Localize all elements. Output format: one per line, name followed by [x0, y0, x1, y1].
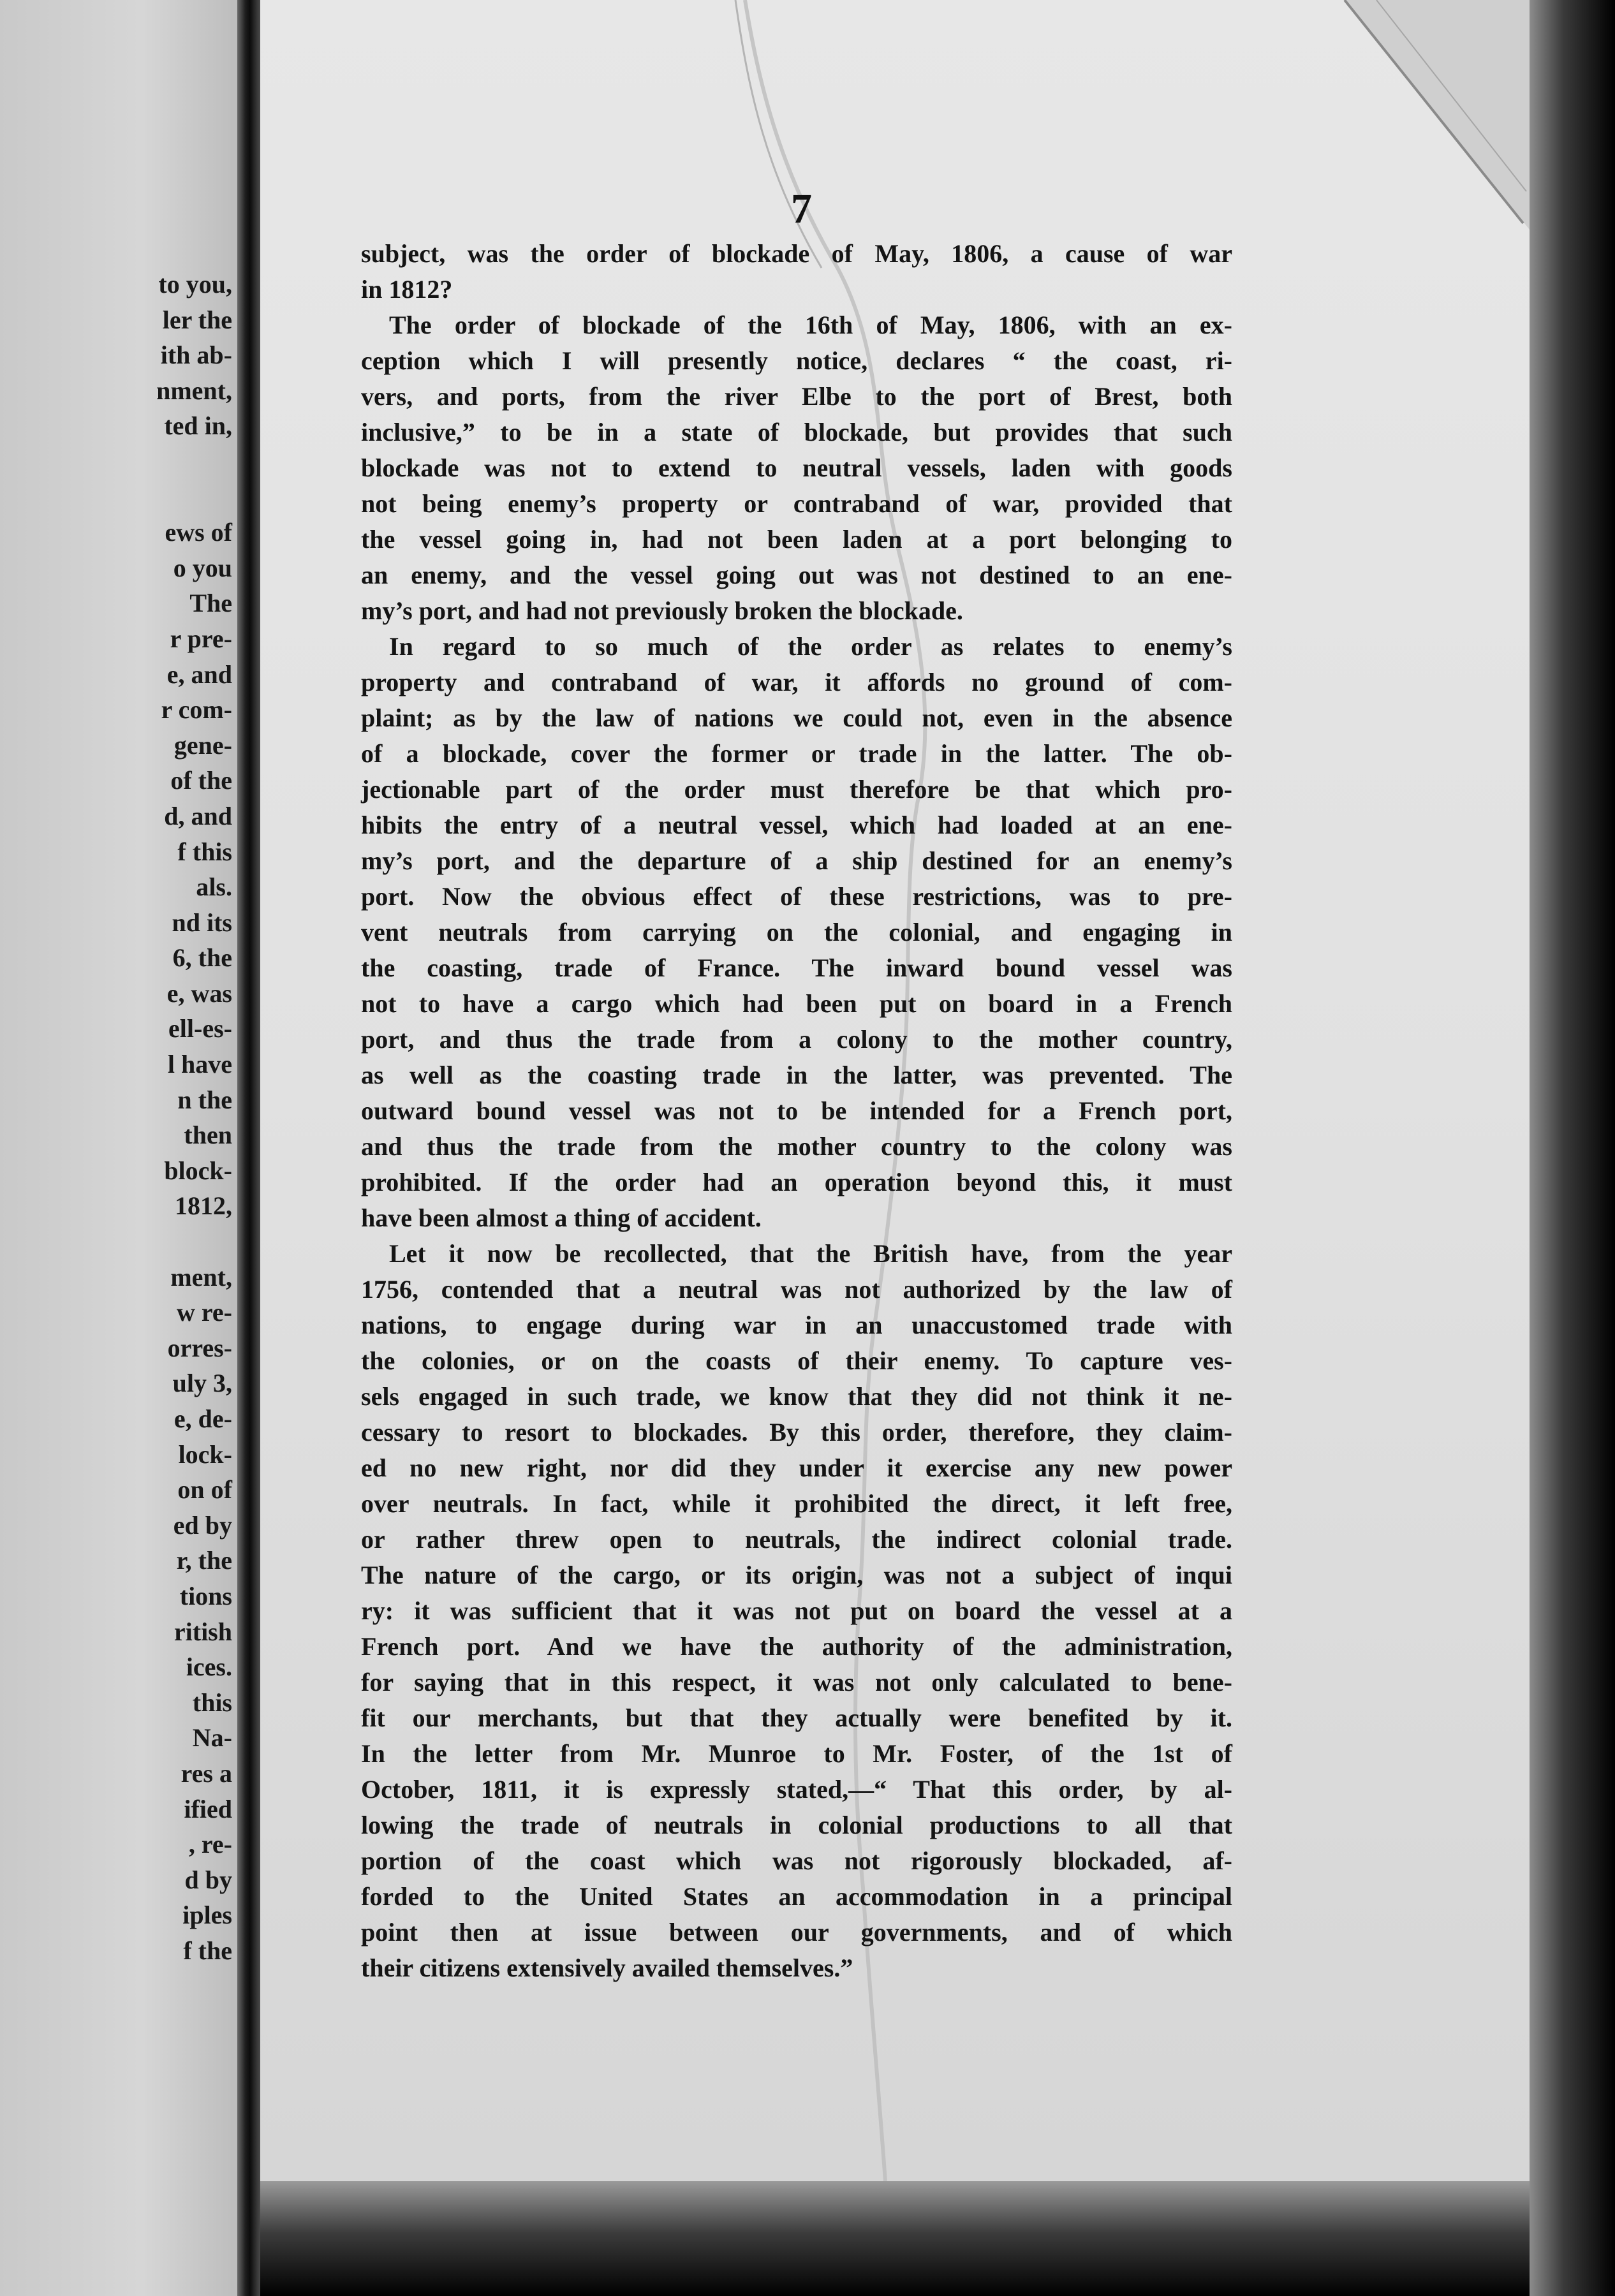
text-line: the colonies, or on the coasts of their enemy. To capture ves- — [361, 1346, 1232, 1375]
left-page-fragment: r pre- — [170, 624, 232, 653]
left-page-fragment: Na- — [192, 1723, 232, 1753]
left-page-fragment: w re- — [177, 1298, 232, 1327]
text-line: an enemy, and the vessel going out was not destined to an ene- — [361, 561, 1232, 589]
left-page-fragment: 6, the — [172, 943, 232, 973]
bottom-page-edge — [260, 2181, 1530, 2296]
left-page-fragment: ews of — [165, 518, 232, 547]
text-line: jectionable part of the order must therefore be that which pro- — [361, 775, 1232, 804]
text-line: of a blockade, cover the former or trade in the latter. The ob- — [361, 739, 1232, 768]
left-page-fragment: l have — [167, 1050, 232, 1079]
text-line: fit our merchants, but that they actually were benefited by it. — [361, 1704, 1232, 1732]
text-line: In the letter from Mr. Munroe to Mr. Foster, of the 1st of — [361, 1739, 1232, 1768]
body-text — [361, 236, 1232, 1986]
text-line: inclusive,” to be in a state of blockade, but provides that such — [361, 418, 1232, 446]
text-line: prohibited. If the order had an operation beyond this, it must — [361, 1168, 1232, 1196]
text-line: as well as the coasting trade in the latter, was prevented. The — [361, 1061, 1232, 1089]
left-page-fragment: ler the — [162, 305, 232, 334]
left-page-fragment: ell-es- — [168, 1014, 232, 1043]
left-page-fragment — [156, 444, 232, 480]
left-page-fragment: lock- — [178, 1439, 232, 1469]
left-page-fragment: , re- — [188, 1830, 232, 1859]
text-line: portion of the coast which was not rigorously blockaded, af- — [361, 1846, 1232, 1875]
text-line: cessary to resort to blockades. By this order, therefore, they claim- — [361, 1418, 1232, 1446]
text-line: subject, was the order of blockade of May, 1806, a cause of war — [361, 239, 1232, 268]
left-page-fragment: this — [192, 1688, 232, 1717]
left-page-fragment: ted in, — [164, 411, 232, 441]
left-page-fragment: iples — [182, 1901, 232, 1930]
text-line: and thus the trade from the mother country to the colony was — [361, 1132, 1232, 1161]
text-line: over neutrals. In fact, while it prohibited the direct, it left free, — [361, 1489, 1232, 1518]
left-page-fragment: tions — [179, 1581, 232, 1610]
text-line: In regard to so much of the order as relates to enemy’s — [389, 632, 1232, 661]
paragraph — [361, 1236, 1232, 1986]
left-page-fragment: on of — [177, 1475, 232, 1505]
text-line: sels engaged in such trade, we know that they did not think it ne- — [361, 1382, 1232, 1411]
left-page-fragment: res a — [181, 1758, 232, 1788]
text-line: not being enemy’s property or contraband of war, provided that — [361, 489, 1232, 518]
text-line: not to have a cargo which had been put on board in a French — [361, 989, 1232, 1018]
left-page-fragment: o you — [173, 553, 232, 582]
left-page-fragment — [156, 1224, 232, 1260]
left-facing-page — [0, 0, 237, 2296]
left-page-fragment: 1812, — [175, 1191, 232, 1221]
left-page-fragment: e, de- — [173, 1404, 232, 1433]
text-line: October, 1811, it is expressly stated,—“ That this order, by al- — [361, 1775, 1232, 1804]
text-line: have been almost a thing of accident. — [361, 1203, 762, 1232]
text-line: the coasting, trade of France. The inward bound vessel was — [361, 953, 1232, 982]
text-line: hibits the entry of a neutral vessel, which had loaded at an ene- — [361, 811, 1232, 839]
left-page-fragment: orres- — [167, 1333, 232, 1362]
left-page-fragment: then — [184, 1121, 232, 1150]
paragraph — [361, 236, 1232, 307]
text-line: ry: it was sufficient that it was not put on board the vessel at a — [361, 1596, 1232, 1625]
left-page-fragment: d by — [184, 1865, 232, 1894]
left-page-fragment: f this — [177, 837, 232, 866]
text-line: plaint; as by the law of nations we could not, even in the absence — [361, 703, 1232, 732]
left-page-fragment: to you, — [158, 270, 232, 298]
text-line: nations, to engage during war in an unaccustomed trade with — [361, 1311, 1232, 1339]
text-line: lowing the trade of neutrals in colonial productions to all that — [361, 1811, 1232, 1839]
text-line: the vessel going in, had not been laden at a port belonging to — [361, 525, 1232, 554]
text-line: for saying that in this respect, it was not only calculated to bene- — [361, 1668, 1232, 1696]
left-page-fragment: nment, — [156, 376, 232, 405]
left-page-fragment: e, and — [166, 659, 232, 689]
left-page-fragment: ed by — [173, 1510, 232, 1540]
text-line: their citizens extensively availed themselves.” — [361, 1954, 853, 1982]
page-number: 7 — [791, 186, 812, 232]
paragraph — [361, 629, 1232, 1236]
text-line: 1756, contended that a neutral was not authorized by the law of — [361, 1275, 1232, 1304]
folded-corner — [1332, 0, 1530, 230]
left-page-fragment: block- — [164, 1156, 232, 1185]
left-page-fragment: als. — [196, 872, 232, 902]
left-page-text-fragments — [156, 267, 232, 1969]
left-page-fragment: r, the — [176, 1546, 232, 1575]
text-line: vent neutrals from carrying on the colonial, and engaging in — [361, 918, 1232, 946]
text-line: point then at issue between our governments, and of which — [361, 1918, 1232, 1946]
left-page-fragment: ices. — [186, 1652, 232, 1682]
right-page-edge — [1530, 0, 1615, 2296]
book-gutter — [237, 0, 260, 2296]
text-line: blockade was not to extend to neutral vessels, laden with goods — [361, 453, 1232, 482]
left-page-fragment: ith ab- — [160, 341, 232, 370]
text-line: Let it now be recollected, that the British have, from the year — [389, 1239, 1232, 1268]
left-page-fragment: ritish — [173, 1617, 232, 1646]
text-line: my’s port, and had not previously broken the blockade. — [361, 596, 963, 625]
text-line: The order of blockade of the 16th of May, 1806, with an ex- — [389, 311, 1232, 339]
left-page-fragment: gene- — [173, 730, 232, 760]
text-line: in 1812? — [361, 275, 453, 304]
text-line: French port. And we have the authority of the administration, — [361, 1632, 1232, 1661]
left-page-fragment: of the — [170, 766, 232, 795]
text-line: ception which I will presently notice, declares “ the coast, ri- — [361, 346, 1232, 375]
left-page-fragment: d, and — [164, 801, 232, 830]
left-page-fragment: The — [189, 589, 232, 618]
text-line: outward bound vessel was not to be intended for a French port, — [361, 1096, 1232, 1125]
left-page-fragment — [156, 480, 232, 515]
text-line: property and contraband of war, it affords no ground of com- — [361, 668, 1232, 696]
text-line: port, and thus the trade from a colony to the mother country, — [361, 1025, 1232, 1054]
left-page-fragment: n the — [177, 1085, 232, 1114]
left-page-fragment: f the — [183, 1936, 232, 1965]
left-page-fragment: nd its — [172, 908, 232, 937]
left-page-fragment: r com- — [161, 695, 232, 725]
text-line: ed no new right, nor did they under it exercise any new power — [361, 1453, 1232, 1482]
left-page-fragment: uly 3, — [172, 1369, 232, 1398]
left-page-fragment: e, was — [166, 978, 232, 1008]
text-line: my’s port, and the departure of a ship destined for an enemy’s — [361, 846, 1232, 875]
text-line: forded to the United States an accommodation in a principal — [361, 1882, 1232, 1911]
text-line: port. Now the obvious effect of these restrictions, was to pre- — [361, 882, 1232, 911]
text-line: or rather threw open to neutrals, the indirect colonial trade. — [361, 1525, 1232, 1554]
text-line: vers, and ports, from the river Elbe to the port of Brest, both — [361, 382, 1232, 411]
left-page-fragment: ment, — [170, 1262, 232, 1292]
left-page-fragment: ified — [184, 1794, 232, 1823]
text-line: The nature of the cargo, or its origin, was not a subject of inqui — [361, 1561, 1232, 1589]
paragraph — [361, 307, 1232, 629]
